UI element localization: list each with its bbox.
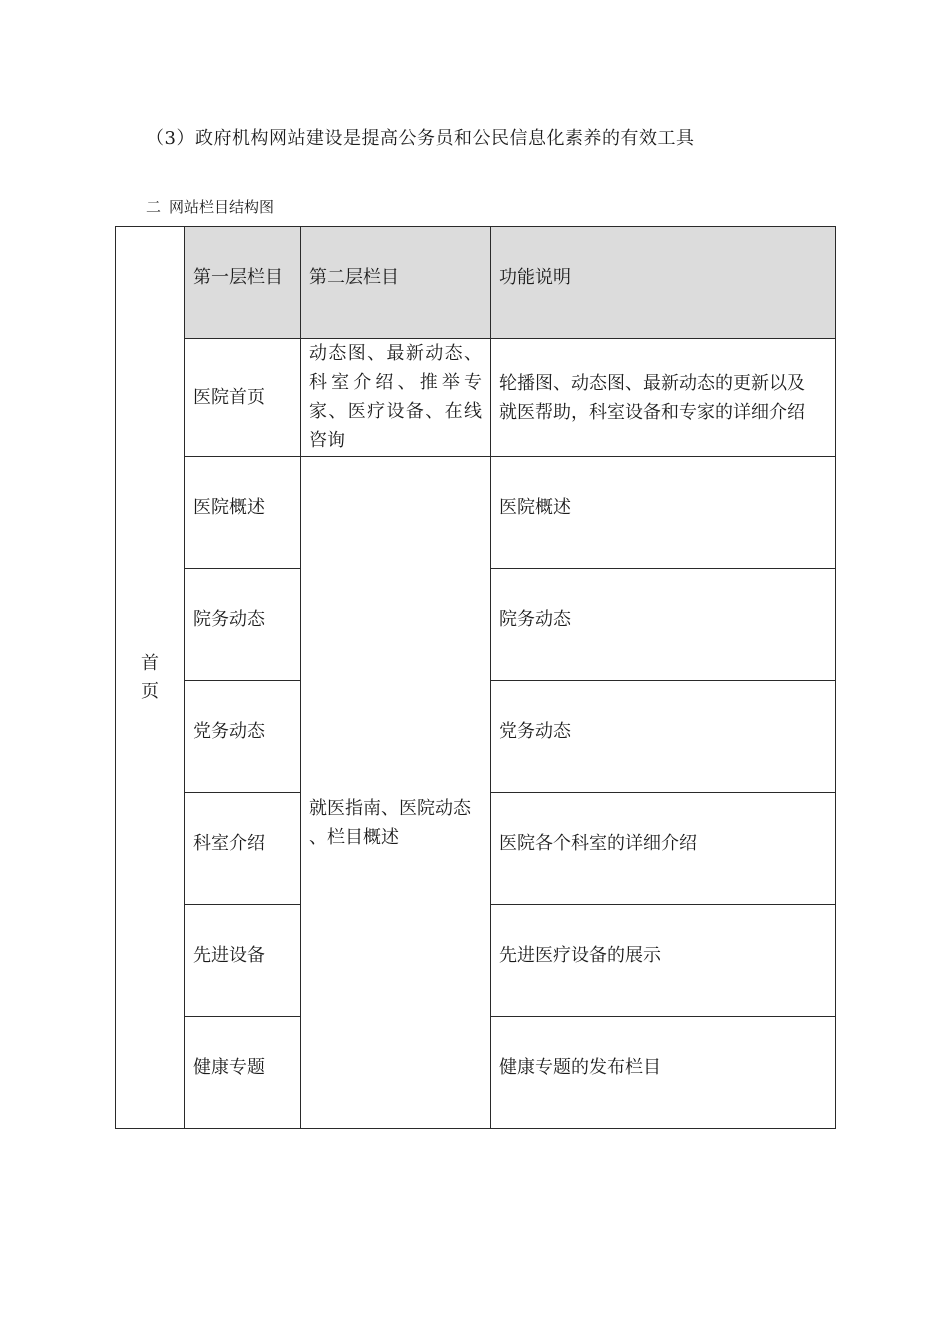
table-row: [116, 457, 836, 569]
level2-line: 咨询: [309, 430, 345, 451]
root-cell-home: [116, 227, 185, 1129]
root-label-line1: 首: [141, 652, 159, 674]
level1-cell: 党务动态: [185, 681, 301, 793]
table-header-row: [116, 227, 836, 339]
description-line: 轮播图、动态图、最新动态的更新以及: [499, 372, 805, 394]
header-level2: 第二层栏目: [301, 227, 491, 339]
description-cell: 医院概述: [491, 457, 836, 569]
section-heading: [146, 196, 274, 217]
level2-line: 就医指南、医院动态: [309, 797, 471, 819]
header-level1: 第一层栏目: [185, 227, 301, 339]
level1-cell: 医院首页: [185, 339, 301, 457]
level2-line: 、栏目概述: [309, 826, 399, 848]
section-title: 网站栏目结构图: [169, 198, 275, 216]
shared-level2-cell: [301, 457, 491, 1129]
level1-cell: 健康专题: [185, 1017, 301, 1129]
site-structure-table: [115, 226, 836, 1129]
description-cell: 健康专题的发布栏目: [491, 1017, 836, 1129]
description-cell: 党务动态: [491, 681, 836, 793]
level2-line: 家、医疗设备、在线: [309, 401, 482, 422]
description-cell: 院务动态: [491, 569, 836, 681]
description-cell: [491, 339, 836, 457]
section-number: 二: [146, 198, 162, 216]
table-row: [116, 339, 836, 457]
level1-cell: 院务动态: [185, 569, 301, 681]
level2-line: 动态图、最新动态、: [309, 343, 482, 364]
root-label-line2: 页: [141, 680, 159, 702]
description-line: 就医帮助，科室设备和专家的详细介绍: [499, 401, 805, 423]
header-description: 功能说明: [491, 227, 836, 339]
level2-cell: [301, 339, 491, 457]
level1-cell: 医院概述: [185, 457, 301, 569]
description-cell: 先进医疗设备的展示: [491, 905, 836, 1017]
intro-paragraph: （3）政府机构网站建设是提高公务员和公民信息化素养的有效工具: [146, 128, 695, 149]
level1-cell: 科室介绍: [185, 793, 301, 905]
level2-line: 科室介绍、推举专: [309, 372, 482, 393]
level1-cell: 先进设备: [185, 905, 301, 1017]
description-cell: 医院各个科室的详细介绍: [491, 793, 836, 905]
